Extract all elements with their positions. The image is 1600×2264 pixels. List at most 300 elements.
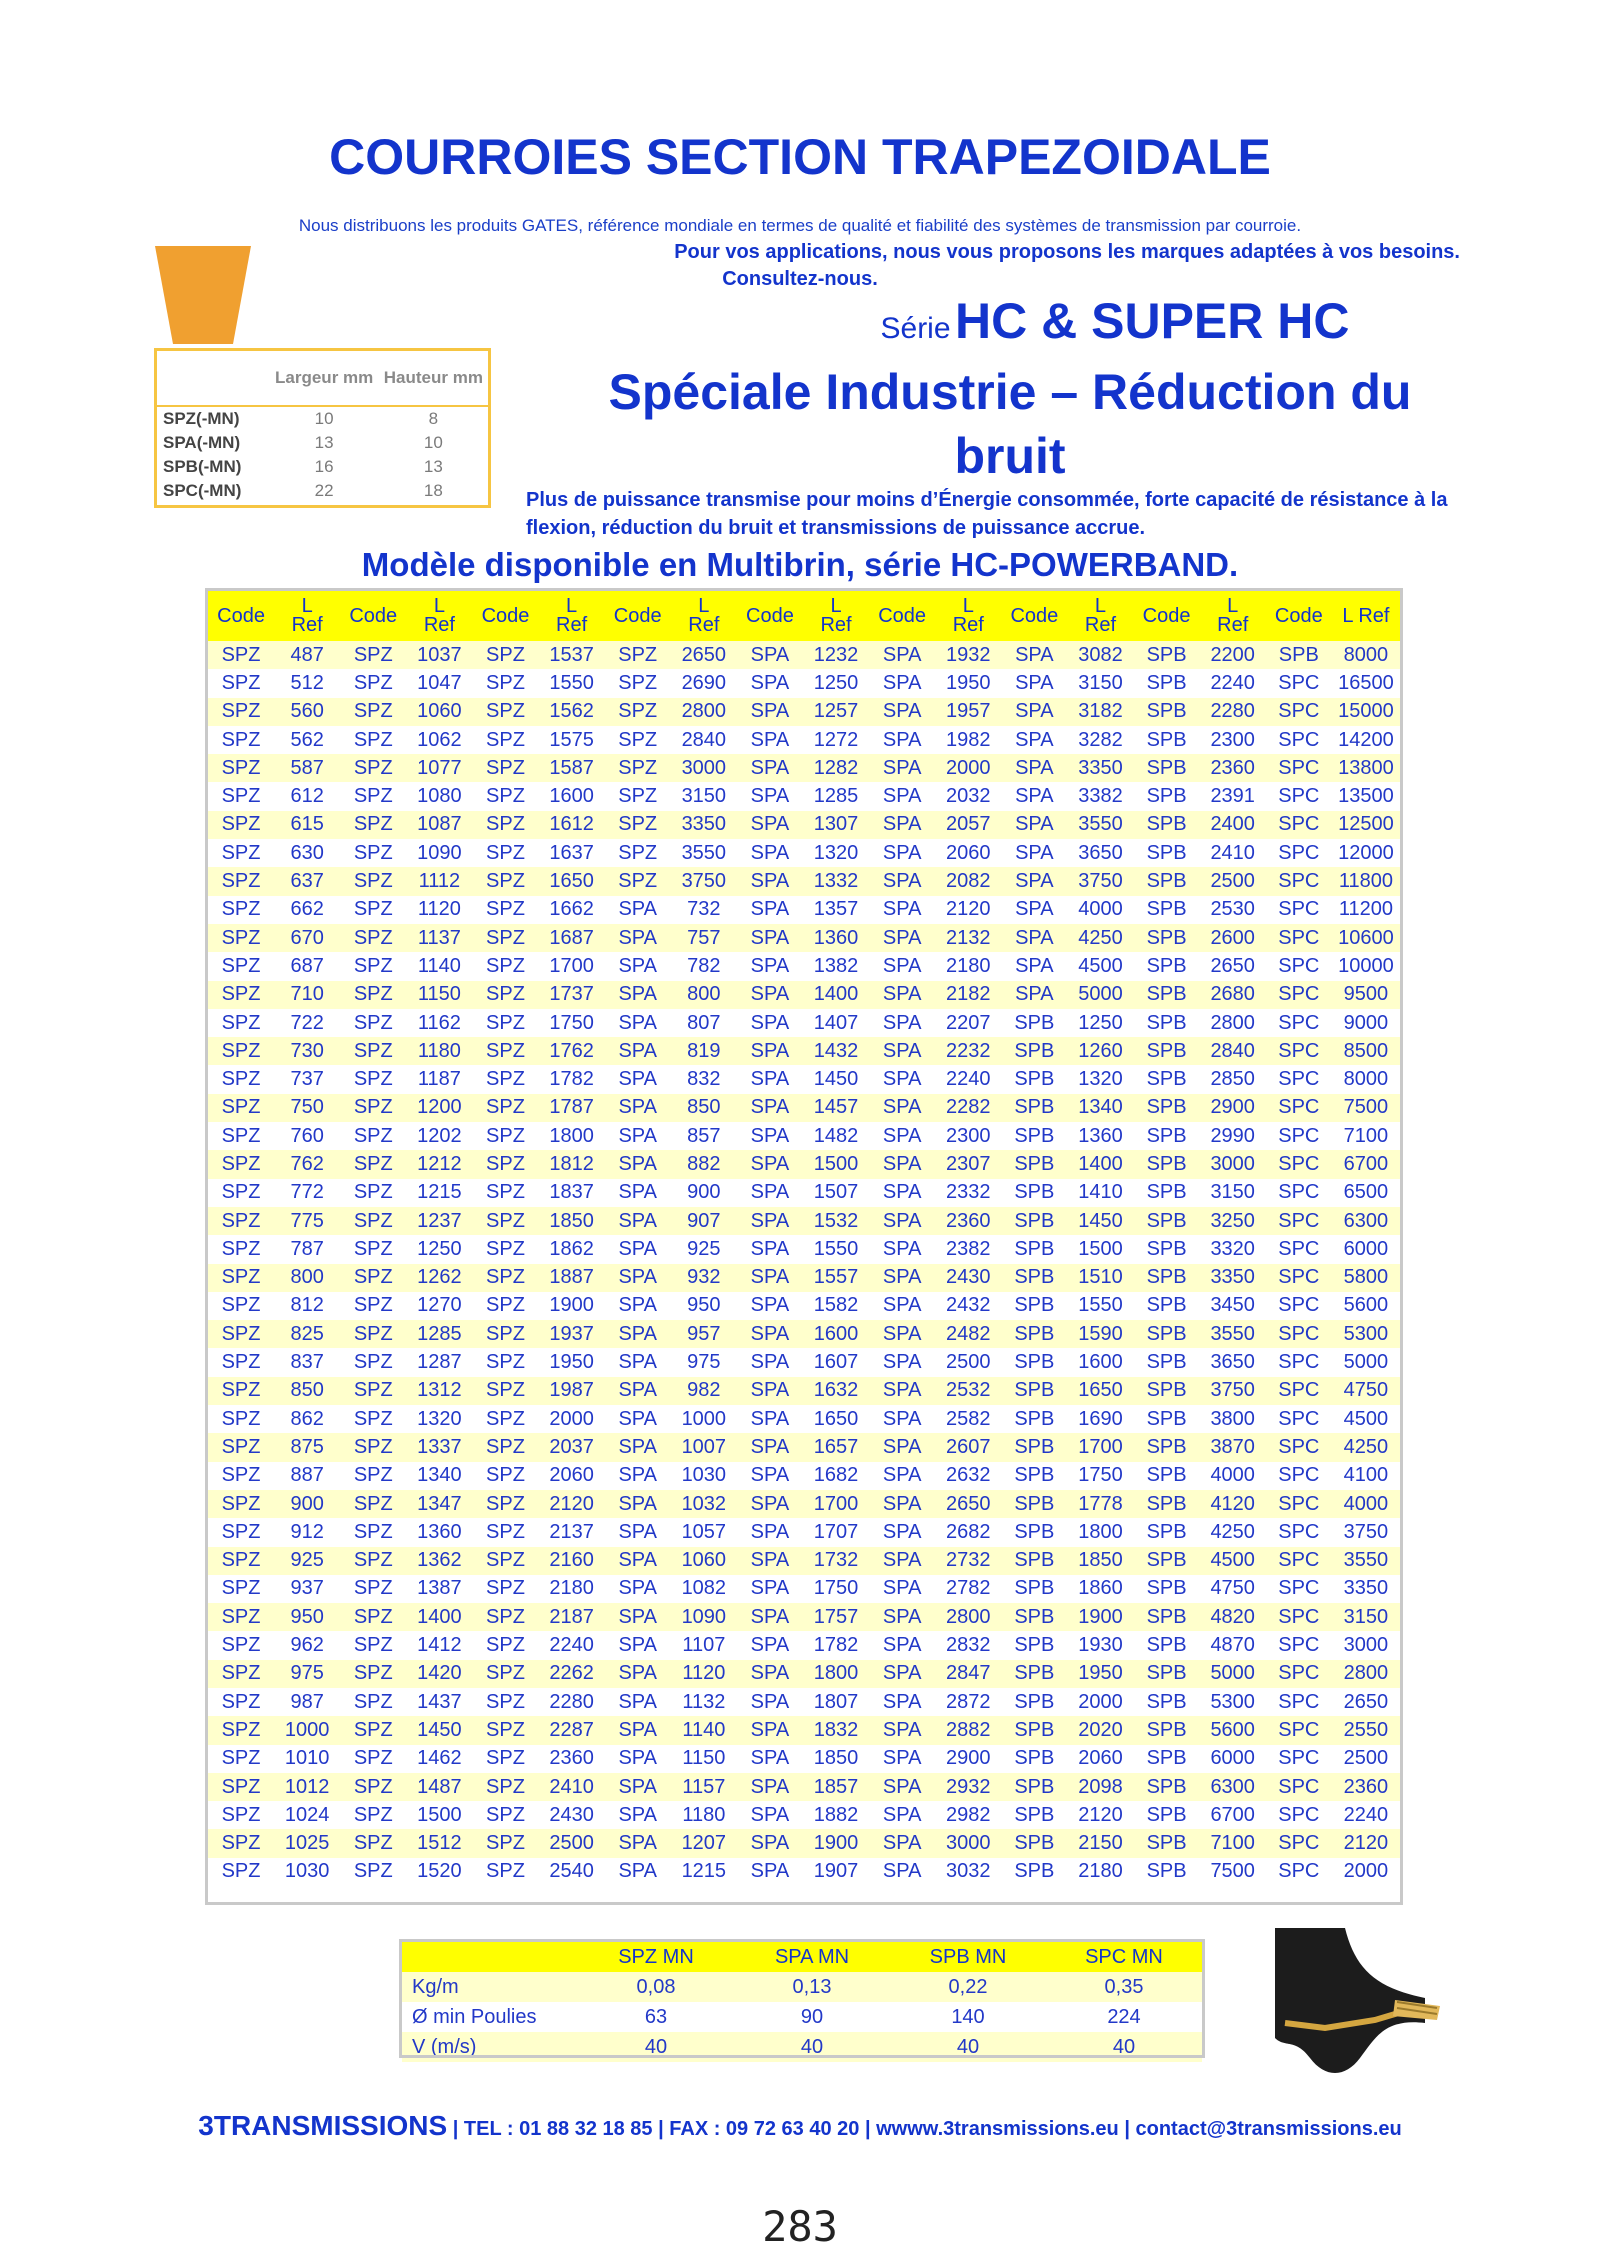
belt-code-cell: SPA [737,1518,803,1546]
length-ref-cell: 2180 [1067,1858,1133,1886]
page-title: COURROIES SECTION TRAPEZOIDALE [329,129,1271,185]
belt-code-cell: SPZ [208,1829,274,1857]
belt-code-cell: SPA [869,1065,935,1093]
length-ref-cell: 4250 [1067,924,1133,952]
belt-code-cell: SPZ [605,867,671,895]
belt-code-cell: SPA [1001,726,1067,754]
length-ref-cell: 1432 [803,1037,869,1065]
length-ref-cell: 2132 [935,924,1001,952]
length-ref-cell: 3150 [1332,1603,1400,1631]
belt-code-cell: SPA [869,669,935,697]
length-ref-cell: 925 [274,1547,340,1575]
belt-code-cell: SPZ [472,782,538,810]
length-ref-cell: 1400 [406,1603,472,1631]
belt-code-cell: SPA [737,1207,803,1235]
belt-code-cell: SPA [605,1292,671,1320]
length-ref-cell: 2982 [935,1801,1001,1829]
belt-code-cell: SPB [1001,1377,1067,1405]
length-ref-cell: 2400 [1200,811,1266,839]
belt-code-cell: SPA [605,1801,671,1829]
belt-code-cell: SPZ [208,1518,274,1546]
belt-code-cell: SPA [605,1575,671,1603]
length-ref-cell: 800 [274,1264,340,1292]
length-ref-cell: 2120 [1067,1801,1133,1829]
belt-code-cell: SPB [1001,1292,1067,1320]
belt-code-cell: SPA [737,811,803,839]
length-ref-cell: 1600 [539,782,605,810]
mn-value-cell: 40 [734,2032,890,2062]
belt-code-cell: SPB [1001,1858,1067,1886]
belt-code-cell: SPA [737,952,803,980]
length-ref-cell: 1807 [803,1688,869,1716]
length-ref-cell: 1410 [1067,1179,1133,1207]
length-ref-cell: 1862 [539,1235,605,1263]
length-ref-cell: 11800 [1332,867,1400,895]
column-header: L Ref [539,591,605,641]
subtitle-line2: Consultez-nous. [722,268,878,290]
length-ref-cell: 1077 [406,754,472,782]
belt-code-cell: SPA [737,698,803,726]
belt-section-icon [155,246,251,344]
belt-code-cell: SPA [737,1377,803,1405]
length-ref-cell: 1557 [803,1264,869,1292]
length-ref-cell: 1950 [1067,1660,1133,1688]
length-ref-cell: 1150 [406,981,472,1009]
length-ref-cell: 2532 [935,1377,1001,1405]
length-ref-cell: 1778 [1067,1490,1133,1518]
table-row [208,641,1400,669]
length-ref-cell: 1000 [671,1405,737,1433]
belt-code-cell: SPA [1001,981,1067,1009]
belt-code-cell: SPC [1266,698,1332,726]
length-ref-cell: 2262 [539,1660,605,1688]
belt-code-cell: SPB [1134,1433,1200,1461]
length-ref-cell: 3150 [671,782,737,810]
length-ref-cell: 1320 [803,839,869,867]
belt-code-cell: SPZ [605,669,671,697]
length-ref-cell: 3870 [1200,1433,1266,1461]
belt-code-cell: SPZ [340,726,406,754]
length-ref-cell: 2032 [935,782,1001,810]
table-row [208,1801,1400,1829]
length-ref-cell: 1732 [803,1547,869,1575]
length-ref-cell: 2360 [935,1207,1001,1235]
belt-code-cell: SPA [737,1235,803,1263]
length-ref-cell: 1937 [539,1320,605,1348]
belt-code-cell: SPZ [340,641,406,669]
length-ref-cell: 2287 [539,1716,605,1744]
belt-code-cell: SPA [605,1207,671,1235]
footer-contact: | TEL : 01 88 32 18 85 | FAX : 09 72 63 40 20 | wwww.3transmissions.eu | contact@3transmissions.eu [447,2118,1402,2140]
belt-code-cell: SPZ [208,1745,274,1773]
belt-code-cell: SPZ [340,1235,406,1263]
belt-code-cell: SPA [737,1037,803,1065]
dimensions-hauteur: 18 [423,481,443,500]
belt-code-cell: SPA [737,924,803,952]
belt-code-cell: SPA [869,924,935,952]
length-ref-cell: 15000 [1332,698,1400,726]
belt-code-cell: SPC [1266,1575,1332,1603]
length-ref-cell: 8000 [1332,641,1400,669]
belt-code-cell: SPZ [340,1688,406,1716]
length-ref-cell: 1282 [803,754,869,782]
belt-code-cell: SPA [1001,839,1067,867]
belt-code-cell: SPZ [340,1433,406,1461]
length-ref-cell: 13500 [1332,782,1400,810]
belt-code-cell: SPB [1001,1065,1067,1093]
length-ref-cell: 1587 [539,754,605,782]
length-ref-cell: 1360 [406,1518,472,1546]
belt-code-cell: SPC [1266,1122,1332,1150]
table-row [208,1037,1400,1065]
belt-code-cell: SPZ [340,1745,406,1773]
length-ref-cell: 2690 [671,669,737,697]
length-ref-cell: 2932 [935,1773,1001,1801]
length-ref-cell: 2432 [935,1292,1001,1320]
length-ref-cell: 1010 [274,1745,340,1773]
length-ref-cell: 7500 [1200,1858,1266,1886]
belt-code-cell: SPC [1266,896,1332,924]
length-ref-cell: 3350 [1067,754,1133,782]
belt-code-cell: SPB [1134,1037,1200,1065]
belt-code-cell: SPB [1001,1037,1067,1065]
belt-code-cell: SPA [869,1462,935,1490]
belt-code-cell: SPZ [340,1603,406,1631]
length-ref-cell: 615 [274,811,340,839]
belt-code-cell: SPC [1266,1348,1332,1376]
length-ref-cell: 2280 [1200,698,1266,726]
length-ref-cell: 4750 [1200,1575,1266,1603]
length-ref-cell: 1387 [406,1575,472,1603]
belt-code-cell: SPZ [472,1235,538,1263]
length-ref-cell: 1132 [671,1688,737,1716]
length-ref-cell: 975 [274,1660,340,1688]
length-ref-cell: 1450 [803,1065,869,1093]
length-ref-cell: 950 [671,1292,737,1320]
table-header-row [208,591,1400,641]
length-ref-cell: 1650 [539,867,605,895]
belt-code-cell: SPZ [208,1150,274,1178]
table-row [208,1660,1400,1688]
belt-code-cell: SPZ [208,1716,274,1744]
length-ref-cell: 16500 [1332,669,1400,697]
length-ref-cell: 2180 [935,952,1001,980]
column-header: Code [737,591,803,641]
belt-code-cell: SPA [605,1547,671,1575]
length-ref-cell: 5000 [1332,1348,1400,1376]
belt-code-cell: SPA [737,726,803,754]
length-ref-cell: 1607 [803,1348,869,1376]
belt-code-cell: SPA [737,782,803,810]
belt-code-cell: SPA [869,1801,935,1829]
dimensions-row [157,479,488,503]
belt-code-cell: SPB [1134,1660,1200,1688]
length-ref-cell: 2607 [935,1433,1001,1461]
length-ref-cell: 2307 [935,1150,1001,1178]
belt-code-cell: SPB [1001,1320,1067,1348]
belt-code-cell: SPA [737,1773,803,1801]
length-ref-cell: 6300 [1200,1773,1266,1801]
length-ref-cell: 3082 [1067,641,1133,669]
belt-code-cell: SPZ [472,1405,538,1433]
table-row [208,1745,1400,1773]
length-ref-cell: 2207 [935,1009,1001,1037]
belt-code-cell: SPB [1134,1688,1200,1716]
length-ref-cell: 1215 [406,1179,472,1207]
mn-column-header: SPB MN [890,1942,1046,1972]
length-ref-cell: 2840 [1200,1037,1266,1065]
belt-code-cell: SPZ [605,782,671,810]
length-ref-cell: 14200 [1332,726,1400,754]
length-ref-cell: 3550 [1332,1547,1400,1575]
length-ref-cell: 1120 [671,1660,737,1688]
length-ref-cell: 1270 [406,1292,472,1320]
belt-code-cell: SPZ [208,1405,274,1433]
length-ref-cell: 1562 [539,698,605,726]
length-ref-cell: 1357 [803,896,869,924]
length-ref-cell: 1462 [406,1745,472,1773]
belt-code-cell: SPA [605,1829,671,1857]
belt-code-cell: SPA [605,981,671,1009]
belt-code-cell: SPZ [472,1150,538,1178]
length-ref-cell: 982 [671,1377,737,1405]
belt-code-cell: SPZ [208,1348,274,1376]
belt-code-cell: SPZ [340,1264,406,1292]
belt-code-cell: SPA [605,1745,671,1773]
belt-code-cell: SPB [1134,1150,1200,1178]
belt-code-cell: SPB [1001,1150,1067,1178]
length-ref-cell: 6000 [1200,1745,1266,1773]
belt-code-cell: SPA [737,1801,803,1829]
belt-code-cell: SPA [605,1858,671,1886]
belt-code-cell: SPZ [208,839,274,867]
belt-code-cell: SPB [1134,839,1200,867]
belt-code-cell: SPZ [340,839,406,867]
column-header: Code [1001,591,1067,641]
dimensions-code: SPZ(-MN) [163,409,240,428]
belt-code-cell: SPZ [472,1433,538,1461]
table-row [208,1631,1400,1659]
mn-header-row [402,1942,1202,1972]
length-ref-cell: 1090 [406,839,472,867]
belt-code-cell: SPA [737,1405,803,1433]
table-row [208,1773,1400,1801]
length-ref-cell: 3282 [1067,726,1133,754]
length-ref-cell: 3550 [1200,1320,1266,1348]
belt-code-cell: SPA [869,698,935,726]
length-ref-cell: 1600 [803,1320,869,1348]
length-ref-cell: 1532 [803,1207,869,1235]
length-ref-cell: 3032 [935,1858,1001,1886]
length-ref-cell: 2000 [1067,1688,1133,1716]
length-ref-cell: 2391 [1200,782,1266,810]
belt-code-cell: SPB [1134,1716,1200,1744]
belt-code-cell: SPZ [208,1858,274,1886]
belt-code-cell: SPA [1001,896,1067,924]
belt-code-cell: SPA [737,1575,803,1603]
belt-code-cell: SPC [1266,754,1332,782]
belt-code-cell: SPA [737,1603,803,1631]
length-ref-cell: 2632 [935,1462,1001,1490]
length-ref-cell: 2000 [539,1405,605,1433]
table-row [208,1716,1400,1744]
table-row [208,1433,1400,1461]
belt-code-cell: SPC [1266,981,1332,1009]
length-ref-cell: 1062 [406,726,472,754]
specialty-heading: Spéciale Industrie – Réduction du bruit [608,364,1412,484]
belt-code-cell: SPZ [340,1716,406,1744]
length-ref-cell: 2500 [935,1348,1001,1376]
belt-code-cell: SPZ [472,924,538,952]
length-ref-cell: 1487 [406,1773,472,1801]
length-ref-cell: 750 [274,1094,340,1122]
belt-code-cell: SPA [737,839,803,867]
length-ref-cell: 6700 [1332,1150,1400,1178]
belt-code-cell: SPB [1001,1603,1067,1631]
belt-code-cell: SPB [1001,1179,1067,1207]
length-ref-cell: 3550 [1067,811,1133,839]
belt-code-cell: SPA [869,1745,935,1773]
length-ref-cell: 2650 [1332,1688,1400,1716]
belt-code-cell: SPZ [340,1547,406,1575]
length-ref-cell: 1900 [539,1292,605,1320]
belt-code-cell: SPZ [208,1037,274,1065]
length-ref-cell: 5000 [1200,1660,1266,1688]
table-row [208,867,1400,895]
length-ref-cell: 1700 [539,952,605,980]
belt-code-cell: SPZ [472,1179,538,1207]
belt-code-cell: SPC [1266,1235,1332,1263]
length-ref-cell: 2200 [1200,641,1266,669]
belt-code-cell: SPZ [472,1575,538,1603]
belt-code-cell: SPC [1266,1518,1332,1546]
belt-code-cell: SPA [737,1858,803,1886]
length-ref-cell: 612 [274,782,340,810]
length-ref-cell: 2150 [1067,1829,1133,1857]
length-ref-cell: 775 [274,1207,340,1235]
length-ref-cell: 1332 [803,867,869,895]
length-ref-cell: 850 [274,1377,340,1405]
length-ref-cell: 1250 [406,1235,472,1263]
mn-value-cell: 0,35 [1046,1972,1202,2002]
length-ref-cell: 4100 [1332,1462,1400,1490]
mn-row-label: Ø min Poulies [402,2002,578,2032]
length-ref-cell: 812 [274,1292,340,1320]
column-header: Code [340,591,406,641]
length-ref-cell: 1032 [671,1490,737,1518]
belt-code-cell: SPA [605,1320,671,1348]
belt-code-cell: SPB [1001,1829,1067,1857]
length-ref-cell: 2187 [539,1603,605,1631]
belt-code-cell: SPA [869,1603,935,1631]
belt-code-cell: SPZ [340,1292,406,1320]
belt-code-cell: SPB [1134,924,1200,952]
belt-code-cell: SPA [1001,669,1067,697]
belt-code-cell: SPZ [472,896,538,924]
table-row [208,1065,1400,1093]
length-ref-cell: 9000 [1332,1009,1400,1037]
belt-code-cell: SPB [1001,1348,1067,1376]
length-ref-cell: 2000 [1332,1858,1400,1886]
length-ref-cell: 2282 [935,1094,1001,1122]
belt-code-cell: SPB [1134,1122,1200,1150]
dimensions-header-largeur: Largeur mm [270,351,379,406]
belt-code-cell: SPZ [472,1065,538,1093]
table-row [208,1179,1400,1207]
length-ref-cell: 710 [274,981,340,1009]
length-ref-cell: 7100 [1200,1829,1266,1857]
length-ref-cell: 1120 [406,896,472,924]
length-ref-cell: 1180 [406,1037,472,1065]
mn-value-cell: 40 [578,2032,734,2062]
length-ref-cell: 2240 [935,1065,1001,1093]
belt-code-cell: SPZ [208,1688,274,1716]
table-row [208,1547,1400,1575]
belt-code-cell: SPZ [208,1773,274,1801]
belt-code-cell: SPA [869,839,935,867]
length-ref-cell: 9500 [1332,981,1400,1009]
belt-code-cell: SPC [1266,1631,1332,1659]
length-ref-cell: 12000 [1332,839,1400,867]
length-ref-cell: 4000 [1332,1490,1400,1518]
length-ref-cell: 11200 [1332,896,1400,924]
table-row [208,1207,1400,1235]
belt-code-cell: SPB [1134,1207,1200,1235]
length-ref-cell: 7500 [1332,1094,1400,1122]
length-ref-cell: 3320 [1200,1235,1266,1263]
length-ref-cell: 1450 [1067,1207,1133,1235]
mn-value-cell: 140 [890,2002,1046,2032]
belt-code-cell: SPC [1266,1179,1332,1207]
belt-code-cell: SPZ [340,669,406,697]
mn-row [402,2032,1202,2062]
length-ref-cell: 630 [274,839,340,867]
column-header: L Ref [406,591,472,641]
length-ref-cell: 912 [274,1518,340,1546]
length-ref-cell: 819 [671,1037,737,1065]
length-ref-cell: 2332 [935,1179,1001,1207]
belt-photo-icon [1265,1928,1445,2088]
length-ref-cell: 2430 [539,1801,605,1829]
belt-code-cell: SPZ [208,1660,274,1688]
belt-code-cell: SPZ [472,754,538,782]
length-ref-cell: 1907 [803,1858,869,1886]
belt-code-cell: SPZ [208,1207,274,1235]
belt-code-cell: SPA [605,952,671,980]
belt-code-cell: SPA [737,1829,803,1857]
length-ref-cell: 2240 [539,1631,605,1659]
length-ref-cell: 1200 [406,1094,472,1122]
belt-code-cell: SPZ [208,1292,274,1320]
belt-code-cell: SPC [1266,1207,1332,1235]
length-ref-cell: 5600 [1200,1716,1266,1744]
column-header: Code [1134,591,1200,641]
belt-code-cell: SPZ [208,1235,274,1263]
length-ref-cell: 2060 [1067,1745,1133,1773]
length-ref-cell: 1212 [406,1150,472,1178]
belt-code-cell: SPC [1266,1462,1332,1490]
belt-code-cell: SPZ [208,1575,274,1603]
belt-code-cell: SPZ [472,839,538,867]
length-ref-cell: 2732 [935,1547,1001,1575]
belt-code-cell: SPB [1134,1773,1200,1801]
mn-value-cell: 224 [1046,2002,1202,2032]
belt-code-cell: SPB [1134,952,1200,980]
belt-code-cell: SPZ [340,1094,406,1122]
length-ref-cell: 1537 [539,641,605,669]
belt-code-cell: SPZ [340,1575,406,1603]
length-ref-cell: 8500 [1332,1037,1400,1065]
